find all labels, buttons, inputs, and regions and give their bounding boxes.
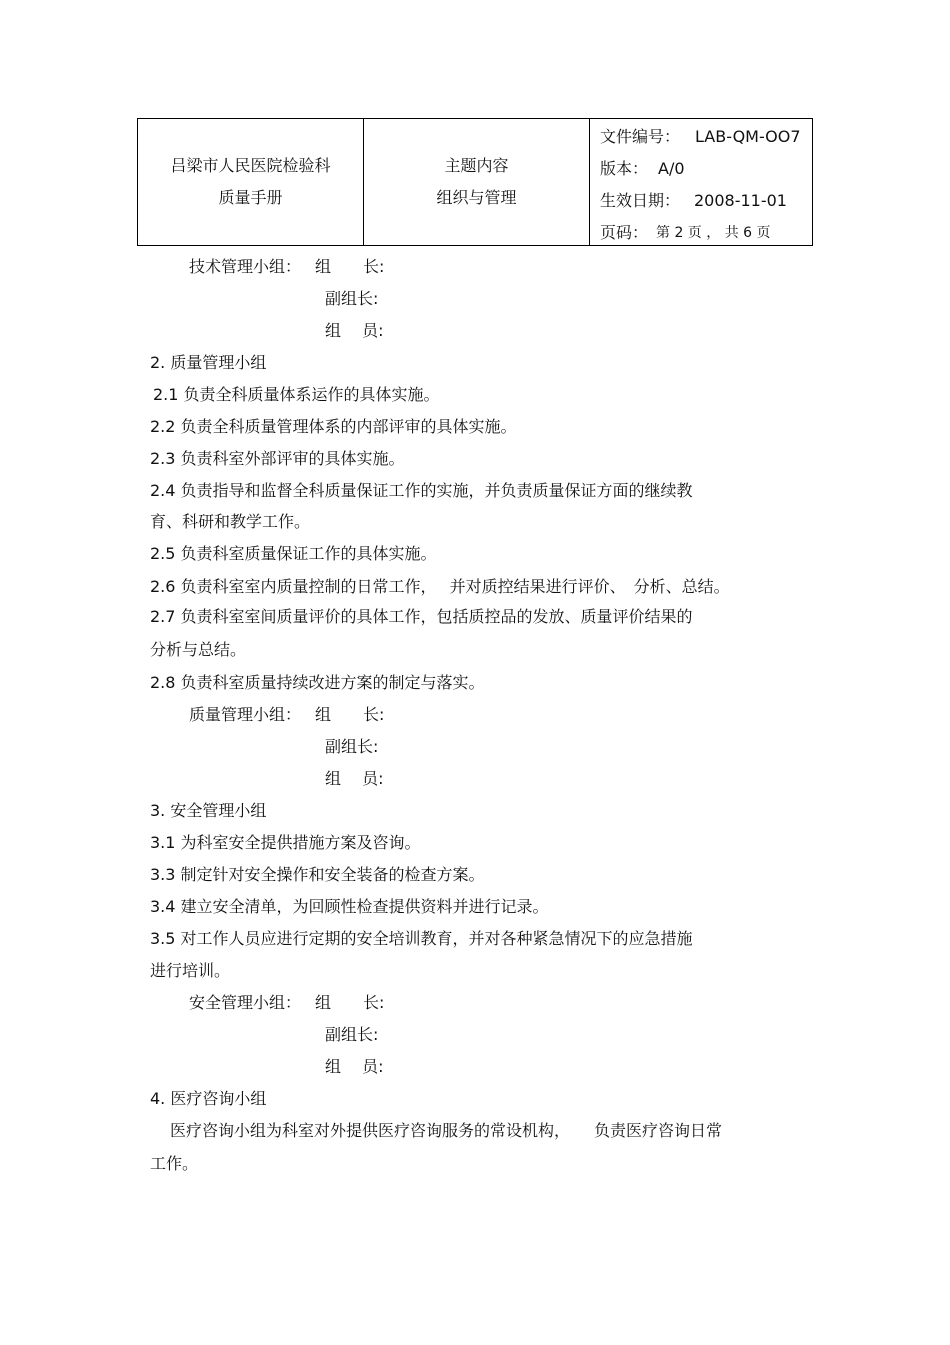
doc-number-label: 文件编号：: [600, 127, 681, 146]
tech-group-members: 组 员:: [325, 321, 384, 340]
safety-group-members: 组 员:: [325, 1057, 384, 1076]
item-3-5-line-2: 进行培训。: [150, 961, 231, 980]
item-2-5: 2.5 负责科室质量保证工作的具体实施。: [150, 544, 437, 563]
section-2-title: 2. 质量管理小组: [150, 353, 267, 372]
page-label: 页码：: [600, 223, 649, 242]
header-meta-cell: [589, 119, 812, 245]
doc-number-value: LAB-QM-OO7: [695, 127, 801, 146]
version-row: [600, 159, 685, 179]
quality-group-members: 组 员:: [325, 769, 384, 788]
section-4-paragraph-line-1: 医疗咨询小组为科室对外提供医疗咨询服务的常设机构， 负责医疗咨询日常: [170, 1121, 723, 1140]
item-2-4-line-2: 育、科研和教学工作。: [150, 512, 311, 531]
version-value: A/0: [658, 159, 685, 178]
document-header-table: [137, 118, 813, 246]
item-2-7-line-2: 分析与总结。: [150, 640, 247, 659]
quality-group-vice-leader: 副组长:: [325, 737, 379, 756]
page-value: 第 2 页 ， 共 6 页: [656, 225, 771, 241]
org-name: 吕梁市人民医院检验科: [170, 156, 331, 175]
tech-group-label: 技术管理小组：: [189, 257, 302, 276]
tech-group-vice-leader: 副组长:: [325, 289, 379, 308]
safety-group-vice-leader: 副组长:: [325, 1025, 379, 1044]
item-2-1: 2.1 负责全科质量体系运作的具体实施。: [153, 385, 440, 404]
effective-date-value: 2008-11-01: [694, 191, 787, 210]
section-4-title: 4. 医疗咨询小组: [150, 1089, 267, 1108]
item-3-1: 3.1 为科室安全提供措施方案及咨询。: [150, 833, 421, 852]
safety-group-label: 安全管理小组：: [189, 993, 302, 1012]
tech-group-leader: 组 长:: [315, 257, 385, 276]
page-row: [600, 223, 771, 243]
item-2-7-line-1: 2.7 负责科室室间质量评价的具体工作，包括质控品的发放、质量评价结果的: [150, 607, 693, 626]
topic-title: 组织与管理: [436, 188, 517, 207]
item-2-2: 2.2 负责全科质量管理体系的内部评审的具体实施。: [150, 417, 517, 436]
topic-label: 主题内容: [444, 156, 509, 175]
item-2-4-line-1: 2.4 负责指导和监督全科质量保证工作的实施，并负责质量保证方面的继续教: [150, 481, 693, 500]
item-3-4: 3.4 建立安全清单，为回顾性检查提供资料并进行记录。: [150, 897, 549, 916]
header-org-cell: [138, 119, 363, 245]
quality-group-label: 质量管理小组：: [189, 705, 302, 724]
item-3-5-line-1: 3.5 对工作人员应进行定期的安全培训教育，并对各种紧急情况下的应急措施: [150, 929, 693, 948]
quality-group-leader: 组 长:: [315, 705, 385, 724]
effective-date-label: 生效日期：: [600, 191, 681, 210]
version-label: 版本：: [600, 159, 649, 178]
section-4-paragraph-line-2: 工作。: [150, 1154, 199, 1173]
doc-number-row: [600, 127, 801, 147]
safety-group-leader: 组 长:: [315, 993, 385, 1012]
item-3-3: 3.3 制定针对安全操作和安全装备的检查方案。: [150, 865, 485, 884]
header-topic-cell: [363, 119, 589, 245]
effective-date-row: [600, 191, 787, 211]
item-2-3: 2.3 负责科室外部评审的具体实施。: [150, 449, 405, 468]
item-2-6: 2.6 负责科室室内质量控制的日常工作， 并对质控结果进行评价、 分析、总结。: [150, 577, 730, 596]
item-2-8: 2.8 负责科室质量持续改进方案的制定与落实。: [150, 673, 485, 692]
manual-name: 质量手册: [218, 188, 283, 207]
section-3-title: 3. 安全管理小组: [150, 801, 267, 820]
